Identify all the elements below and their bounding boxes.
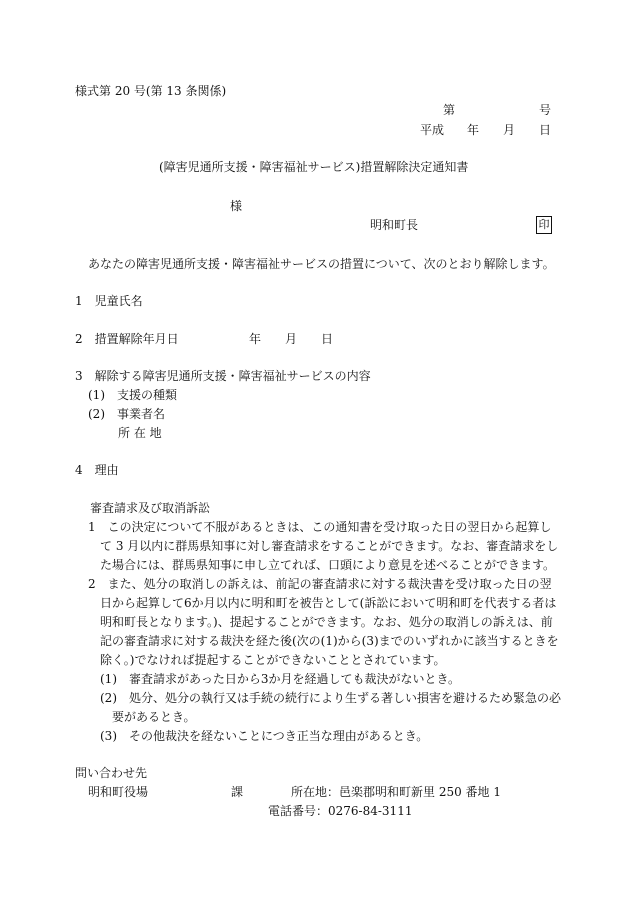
cancel-date-month-label: 月 xyxy=(285,332,298,346)
appeal-p2-line2: 日から起算して6か月以内に明和町を被告として(訴訟において明和町を代表する者は xyxy=(100,596,557,610)
date-month-label: 月 xyxy=(503,123,516,137)
item-content-provider-name: (2) 事業者名 xyxy=(88,407,165,421)
cancel-date-day-label: 日 xyxy=(321,332,334,346)
contact-address: 所在地：邑楽郡明和町新里 250 番地 1 xyxy=(291,785,501,799)
item-cancel-date: 2 措置解除年月日 xyxy=(75,332,179,346)
appeal-condition-2-line2: 要があるとき。 xyxy=(112,710,196,724)
addressee-suffix: 様 xyxy=(230,199,243,213)
appeal-p2-line3: 明和町長となります。)、提起することができます。なお、処分の取消しの訴えは、前 xyxy=(100,615,553,629)
cancel-date-year-label: 年 xyxy=(249,332,262,346)
seal-mark: 印 xyxy=(536,216,552,234)
contact-section: 課 xyxy=(231,785,244,799)
document-number-suffix: 号 xyxy=(539,103,552,117)
appeal-p2-line5: 除く。)でなければ提起することができないこととされています。 xyxy=(100,653,446,667)
date-day-label: 日 xyxy=(539,123,552,137)
appeal-p2-line4: 記の審査請求に対する裁決を経た後(次の(1)から(3)までのいずれかに該当するときを xyxy=(100,634,559,648)
appeal-p2-line1: 2 また、処分の取消しの訴えは、前記の審査請求に対する裁決書を受け取った日の翌 xyxy=(88,577,552,591)
document-number-prefix: 第 xyxy=(443,103,456,117)
item-child-name: 1 児童氏名 xyxy=(75,294,143,308)
document-title: (障害児通所支援・障害福祉サービス)措置解除決定通知書 xyxy=(159,160,469,174)
appeal-condition-3: (3) その他裁決を経ないことにつき正当な理由があるとき。 xyxy=(100,729,429,743)
appeal-heading: 審査請求及び取消訴訟 xyxy=(90,501,211,515)
contact-heading: 問い合わせ先 xyxy=(75,766,148,780)
appeal-condition-1: (1) 審査請求があった日から3か月を経過しても裁決がないとき。 xyxy=(100,672,461,686)
appeal-p1-line3: た場合には、群馬県知事に申し立てれば、口頭により意見を述べることができます。 xyxy=(100,558,556,572)
intro-text: あなたの障害児通所支援・障害福祉サービスの措置について、次のとおり解除します。 xyxy=(88,257,555,271)
appeal-p1-line1: 1 この決定について不服があるときは、この通知書を受け取った日の翌日から起算し xyxy=(88,520,552,534)
date-year-label: 年 xyxy=(467,123,480,137)
appeal-condition-2-line1: (2) 処分、処分の執行又は手続の続行により生ずる著しい損害を避けるため緊急の必 xyxy=(100,691,562,705)
form-number: 様式第 20 号(第 13 条関係) xyxy=(75,84,227,98)
item-content: 3 解除する障害児通所支援・障害福祉サービスの内容 xyxy=(75,369,371,383)
contact-office: 明和町役場 xyxy=(88,785,149,799)
item-content-provider-address: 所 在 地 xyxy=(118,426,162,440)
appeal-p1-line2: て 3 月以内に群馬県知事に対し審査請求をすることができます。なお、審査請求をし xyxy=(100,539,559,553)
item-content-support-type: (1) 支援の種類 xyxy=(88,388,177,402)
item-reason: 4 理由 xyxy=(75,463,119,477)
issuer-name: 明和町長 xyxy=(370,218,419,232)
date-era: 平成 xyxy=(420,123,445,137)
contact-phone: 電話番号：0276-84-3111 xyxy=(268,804,413,818)
